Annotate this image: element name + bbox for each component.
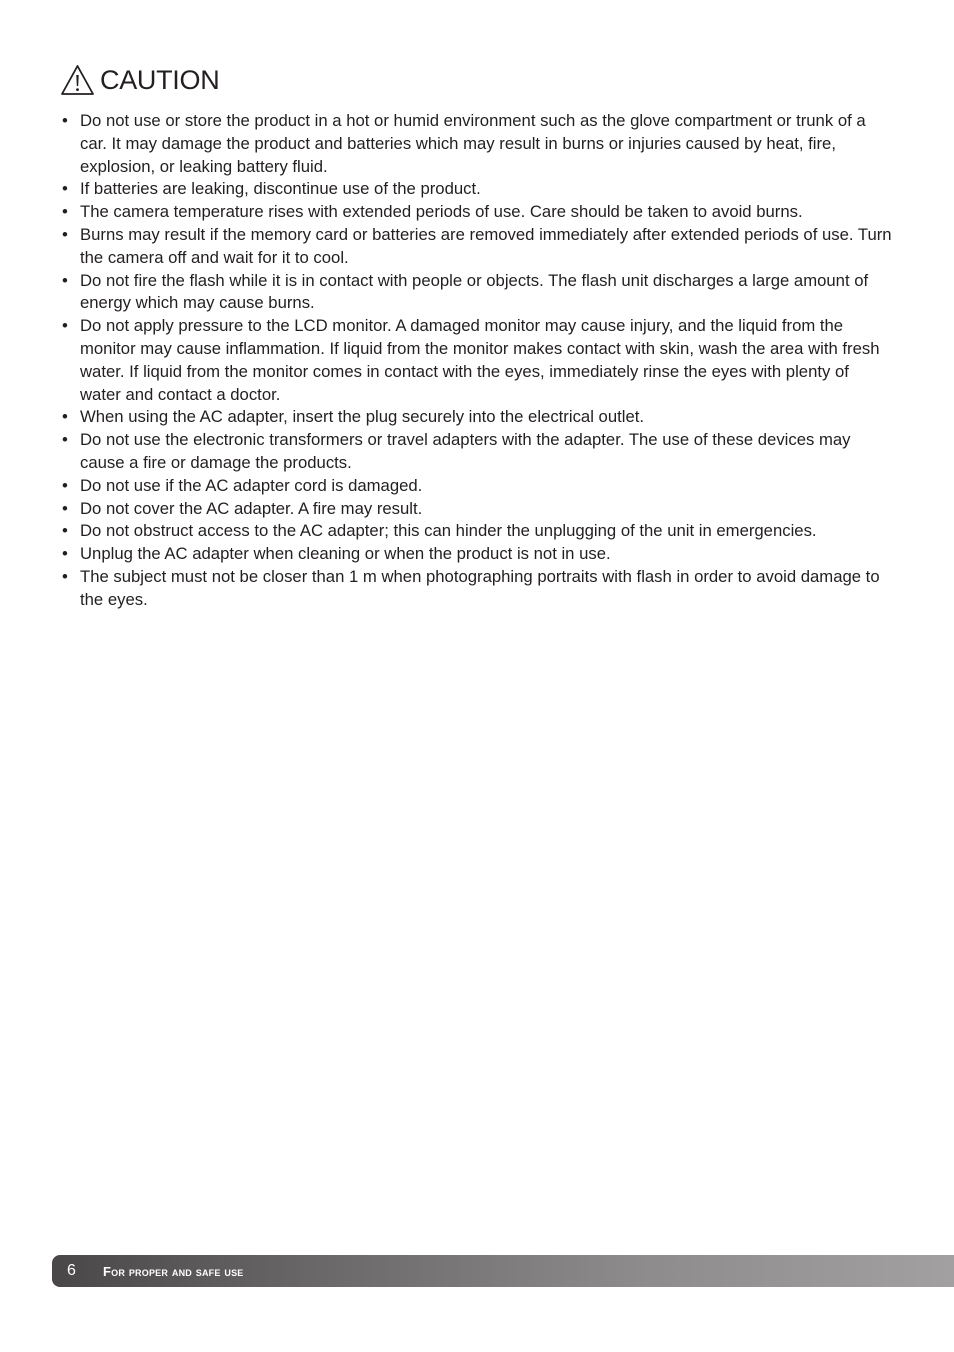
- warning-triangle-icon: [60, 64, 95, 96]
- caution-text: Burns may result if the memory card or batteries are removed immediately after extended periods of use. Turn the camera off and wait for it to cool.: [80, 224, 892, 267]
- caution-text: Do not obstruct access to the AC adapter; this can hinder the unplugging of the unit in emergencies.: [80, 521, 817, 541]
- caution-item: [62, 110, 892, 178]
- caution-text: Do not use or store the product in a hot or humid environment such as the glove compartment or trunk of a car. It may damage the product and batteries which may result in burns or injuries caused by heat, fire, explosion, or leaking battery fluid.: [80, 111, 866, 176]
- caution-item: [62, 201, 892, 224]
- page-title: CAUTION: [100, 65, 220, 95]
- caution-text: When using the AC adapter, insert the plug securely into the electrical outlet.: [80, 407, 644, 427]
- caution-item: [62, 520, 892, 543]
- caution-text: Do not use if the AC adapter cord is damaged.: [80, 475, 423, 495]
- footer-bar: [52, 1255, 954, 1287]
- caution-item: [62, 224, 892, 270]
- caution-text: The subject must not be closer than 1 m when photographing portraits with flash in order to avoid damage to the eyes.: [80, 566, 880, 609]
- bullet: •: [62, 498, 68, 518]
- caution-heading: [60, 62, 219, 98]
- page-number: 6: [67, 1262, 76, 1279]
- section-title: For proper and safe use: [103, 1263, 244, 1279]
- caution-item: [62, 566, 892, 612]
- caution-text: Do not cover the AC adapter. A fire may result.: [80, 498, 423, 518]
- caution-item: [62, 315, 892, 406]
- bullet: •: [62, 430, 68, 450]
- bullet: •: [62, 521, 68, 541]
- bullet: •: [62, 475, 68, 495]
- bullet: •: [62, 179, 68, 199]
- caution-text: Unplug the AC adapter when cleaning or when the product is not in use.: [80, 544, 611, 564]
- bullet: •: [62, 270, 68, 290]
- bullet: •: [62, 202, 68, 222]
- bullet: •: [62, 407, 68, 427]
- bullet: •: [62, 111, 68, 130]
- caution-list: [62, 110, 892, 612]
- caution-item: [62, 429, 892, 475]
- caution-item: [62, 498, 892, 521]
- caution-text: Do not use the electronic transformers or travel adapters with the adapter. The use of these devices may cause a fire or damage the products.: [80, 430, 851, 472]
- caution-text: The camera temperature rises with extended periods of use. Care should be taken to avoid burns.: [80, 202, 803, 222]
- caution-item: [62, 475, 892, 498]
- caution-text: Do not fire the flash while it is in contact with people or objects. The flash unit discharges a large amount of energy which may cause burns.: [80, 270, 869, 313]
- bullet: •: [62, 316, 68, 336]
- bullet: •: [62, 566, 68, 586]
- caution-text: Do not apply pressure to the LCD monitor. A damaged monitor may cause injury, and the liquid from the monitor may cause inflammation. If liquid from the monitor makes contact with skin, wash the area with fresh water. If liquid from the monitor comes in contact with the eyes, immediately rinse the eyes with plenty of water and contact a doctor.: [80, 316, 880, 404]
- caution-item: [62, 178, 892, 201]
- caution-item: [62, 543, 892, 566]
- bullet: •: [62, 224, 68, 244]
- caution-text: If batteries are leaking, discontinue use of the product.: [80, 179, 481, 199]
- caution-item: [62, 406, 892, 429]
- caution-item: [62, 270, 892, 316]
- bullet: •: [62, 544, 68, 564]
